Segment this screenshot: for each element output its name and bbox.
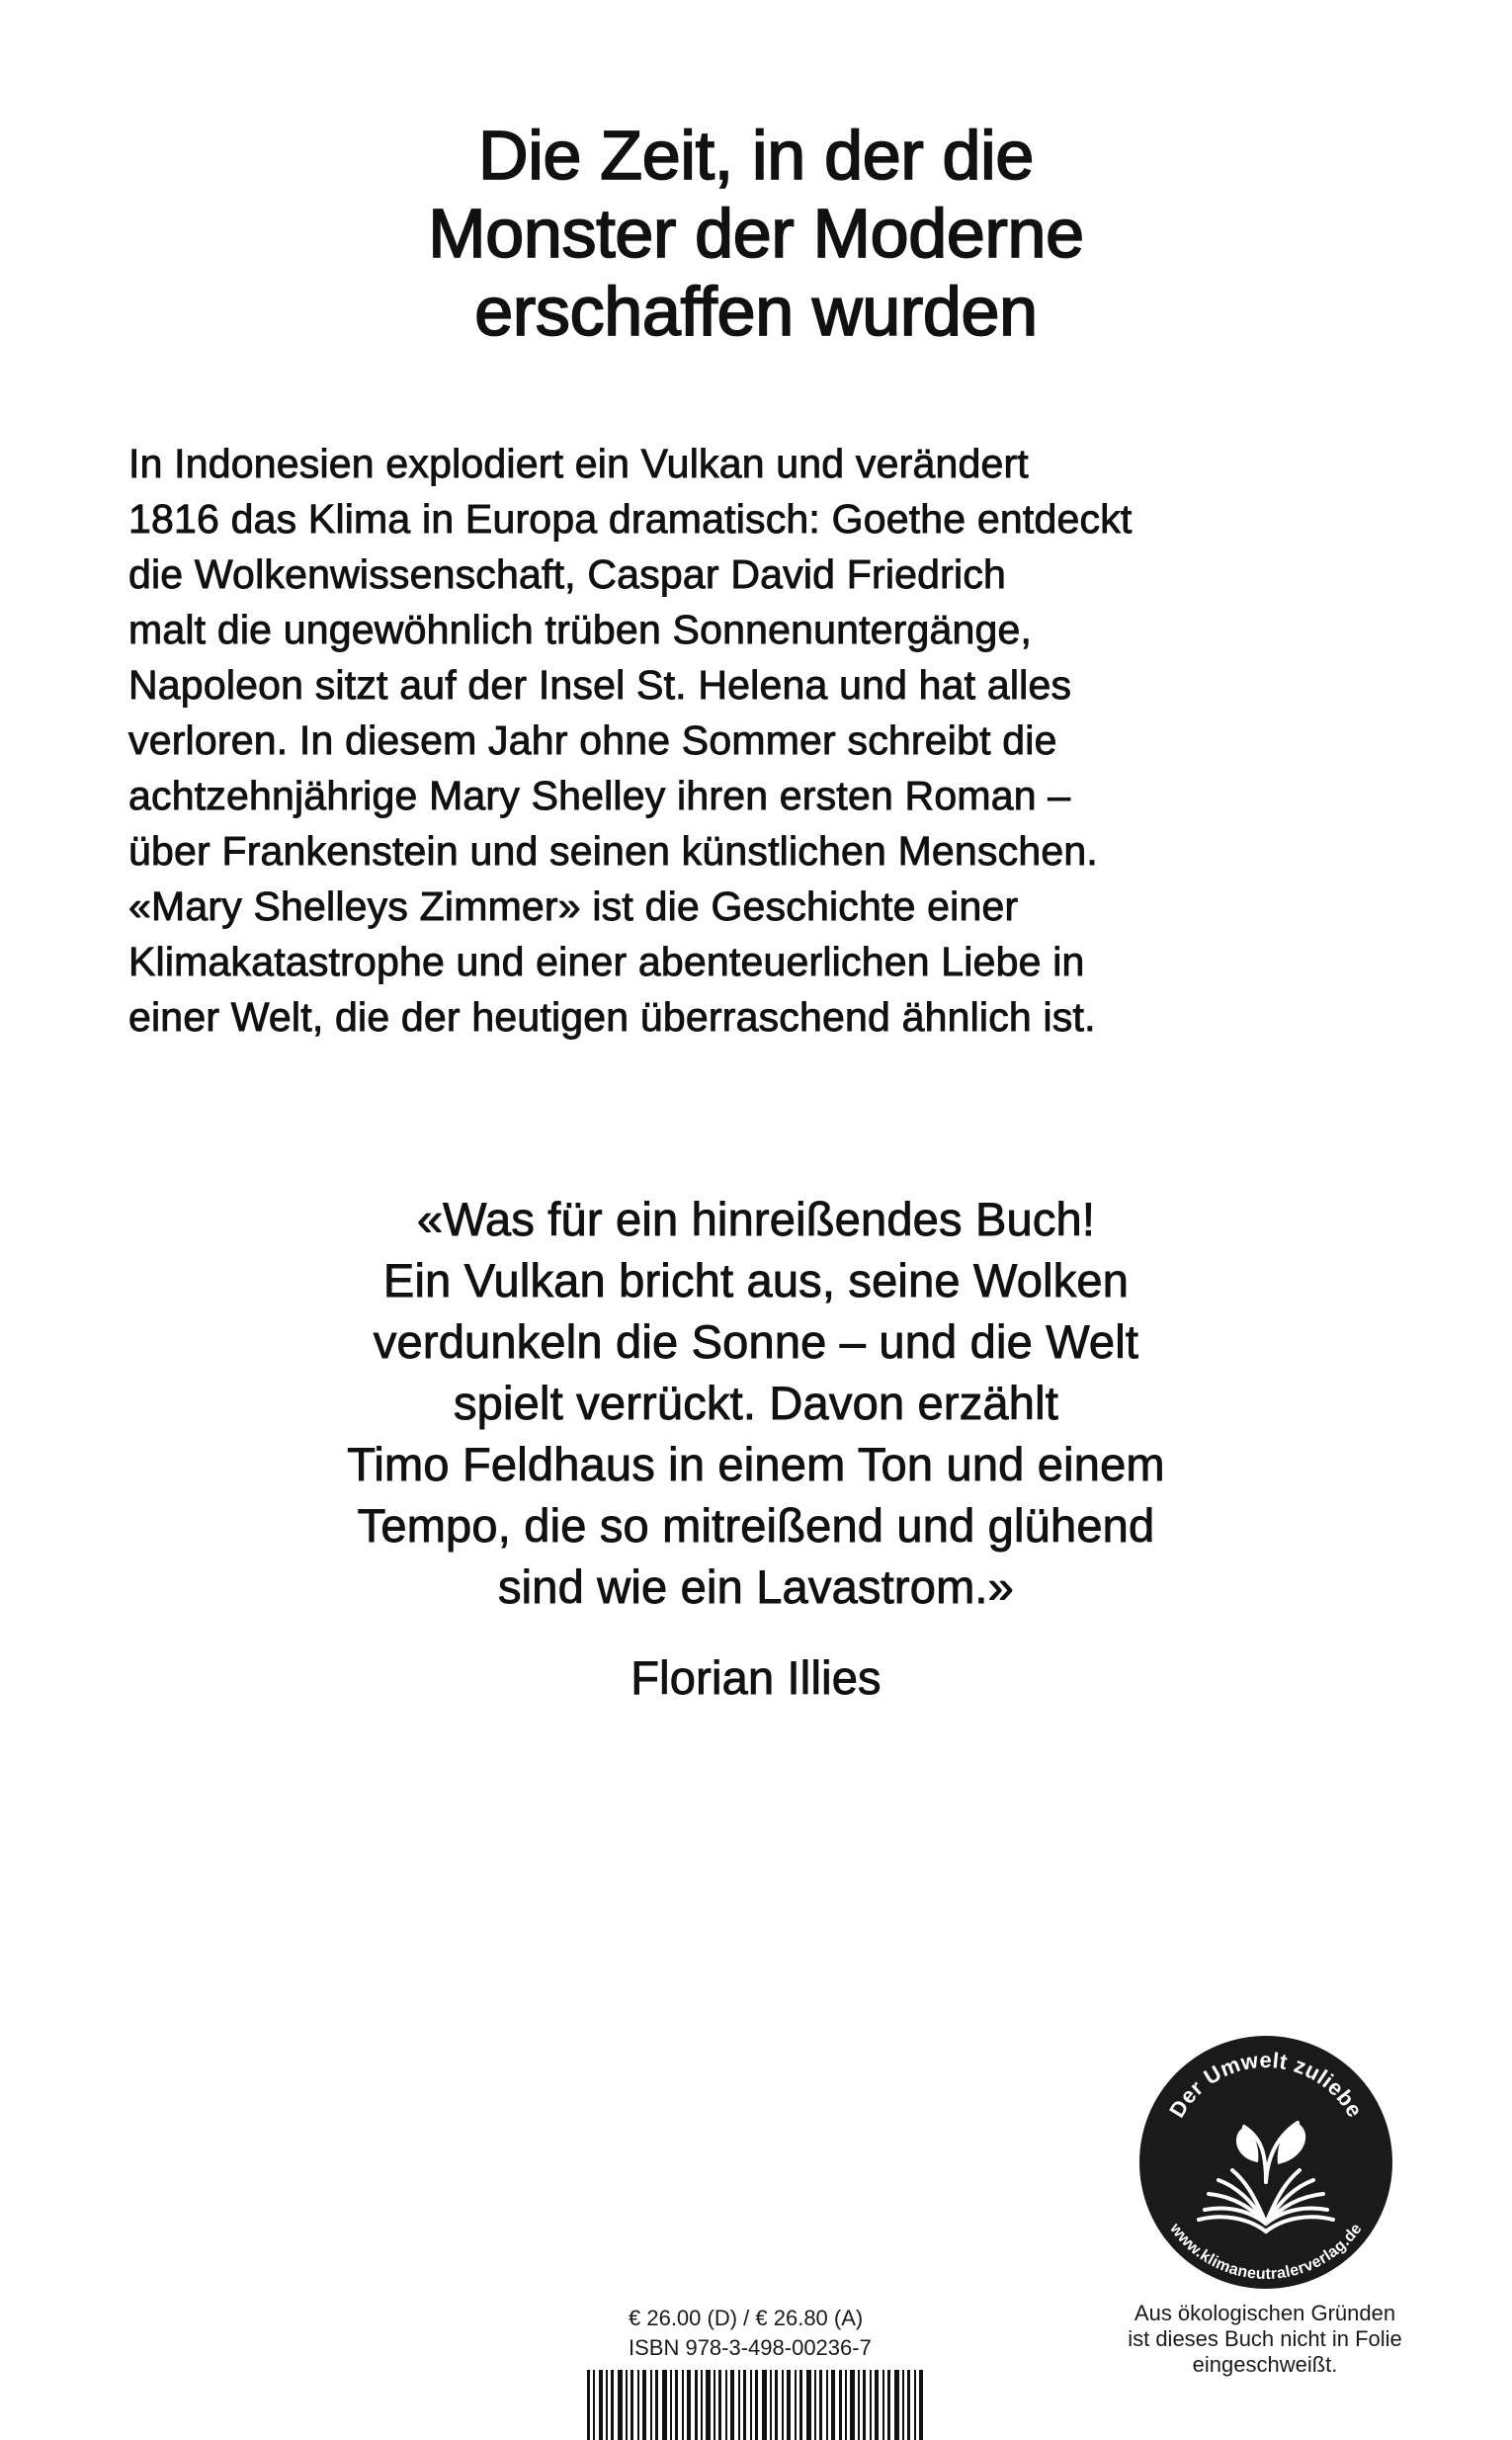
blurb-line: Klimakatastrophe und einer abenteuerlichen Liebe in [128,939,1085,984]
blurb-line: «Mary Shelleys Zimmer» ist die Geschichte einer [128,883,1019,929]
eco-note-line: Aus ökologischen Gründen [1134,2301,1396,2325]
eco-note-line: eingeschweißt. [1192,2352,1338,2377]
quote-line: Timo Feldhaus in einem Ton und einem [347,1438,1165,1490]
blurb-line: malt die ungewöhnlich trüben Sonnenuntergänge, [128,607,1033,652]
review-quote [0,1189,1512,1618]
barcode-icon [587,2370,923,2440]
badge-top-text: Der Umwelt zuliebe [1164,2047,1368,2122]
blurb-line: über Frankenstein und seinen künstlichen Menschen. [128,828,1098,874]
headline-line: Monster der Moderne [428,195,1084,272]
quote-line: Tempo, die so mitreißend und glühend [357,1499,1155,1552]
badge-bottom-text: www.klimaneutralerverlag.de [1166,2220,1366,2284]
price: € 26.00 (D) / € 26.80 (A) [629,2306,864,2330]
quote-line: spielt verrückt. Davon erzählt [453,1377,1059,1429]
blurb-line: achtzehnjährige Mary Shelley ihren ersten Roman – [128,773,1071,818]
blurb-line: einer Welt, die der heutigen überraschend ähnlich ist. [128,994,1096,1040]
quote-line: sind wie ein Lavastrom.» [497,1560,1015,1613]
quote-line: Ein Vulkan bricht aus, seine Wolken [382,1254,1130,1306]
eco-badge [1139,2036,1392,2289]
quote-line: verdunkeln die Sonne – und die Welt [373,1315,1139,1368]
headline [0,117,1512,351]
quote-author: Florian Illies [630,1651,882,1704]
eco-note-line: ist dieses Buch nicht in Folie [1128,2326,1402,2351]
blurb-line: 1816 das Klima in Europa dramatisch: Goethe entdeckt [128,496,1133,542]
eco-note [1087,2301,1443,2378]
blurb-line: die Wolkenwissenschaft, Caspar David Friedrich [128,551,1007,597]
blurb-paragraph [128,436,1413,1045]
blurb-line: verloren. In diesem Jahr ohne Sommer schreibt die [128,717,1057,763]
blurb-line: Napoleon sitzt auf der Insel St. Helena und hat alles [128,662,1072,708]
blurb-line: In Indonesien explodiert ein Vulkan und verändert [128,441,1029,486]
quote-line: «Was für ein hinreißendes Buch! [416,1193,1096,1245]
headline-line: Die Zeit, in der die [477,117,1035,194]
headline-line: erschaffen wurden [474,273,1038,350]
isbn: ISBN 978-3-498-00236-7 [629,2335,872,2360]
